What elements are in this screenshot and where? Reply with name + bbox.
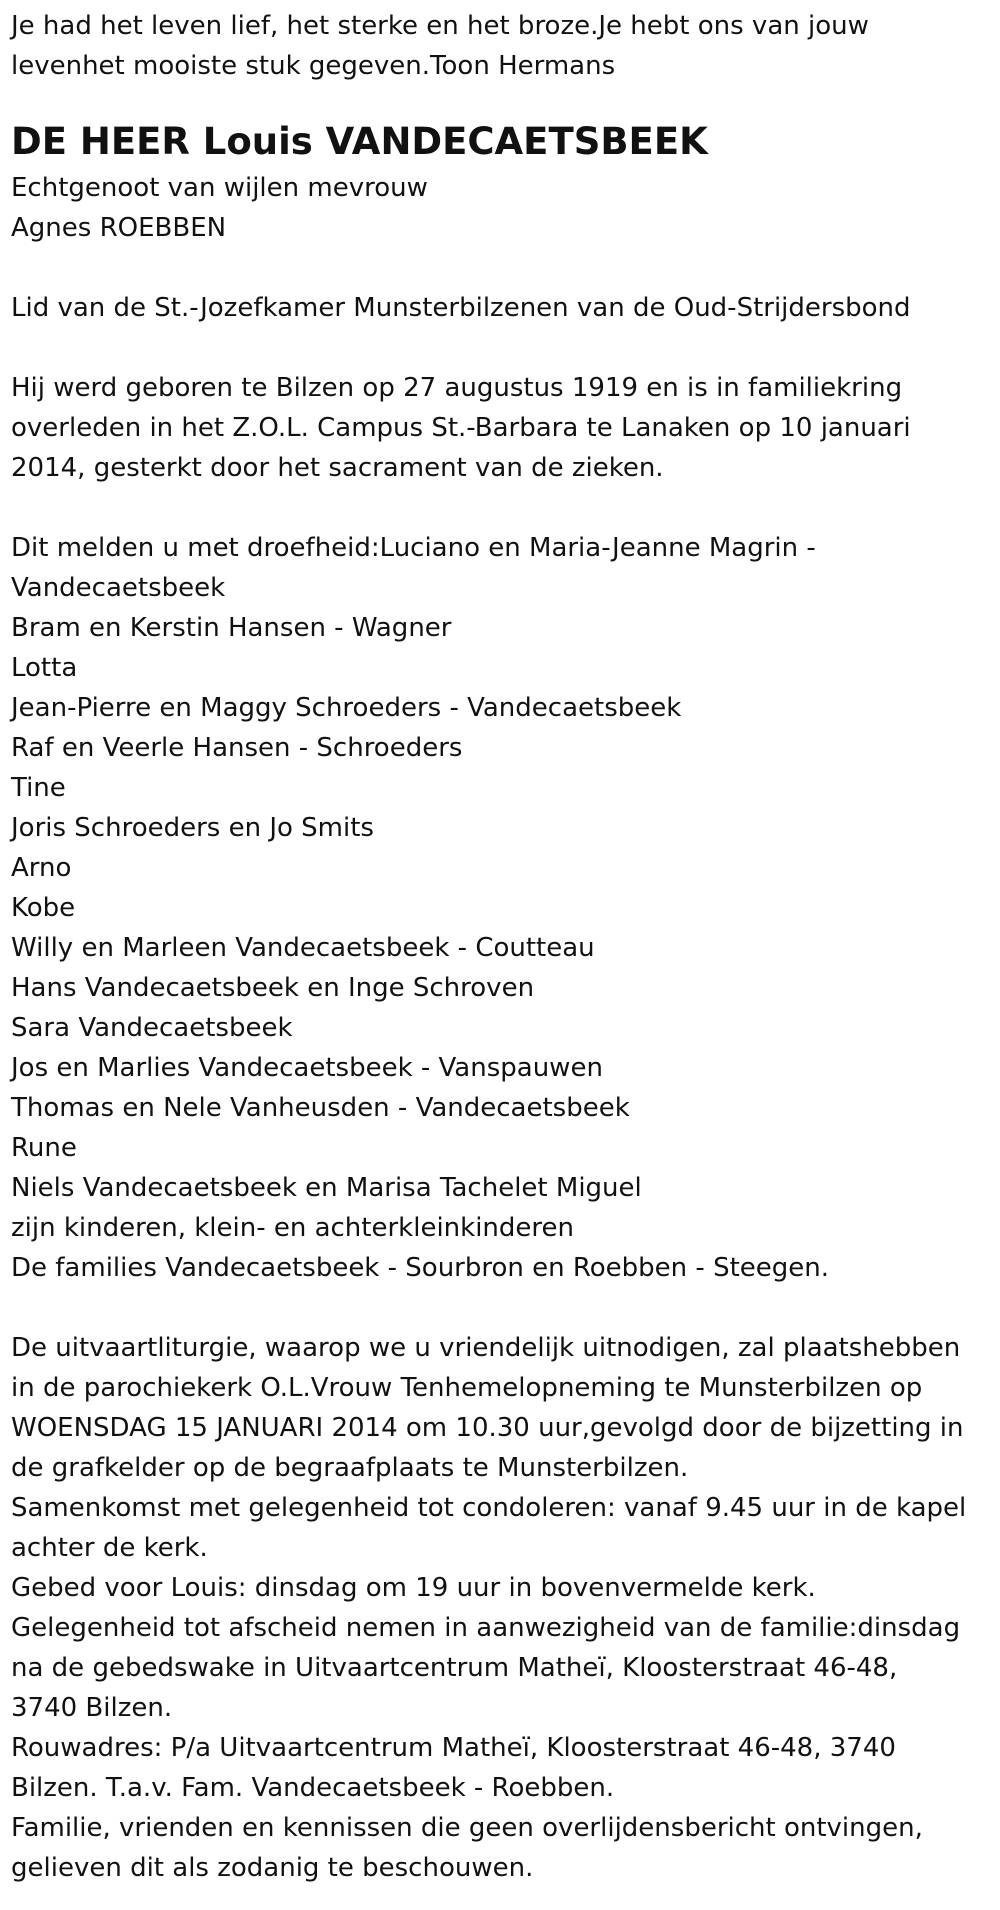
funeral-line: De uitvaartliturgie, waarop we u vriendelijk uitnodigen, zal plaatshebben	[11, 1333, 961, 1363]
funeral-line: Gebed voor Louis: dinsdag om 19 uur in bovenvermelde kerk.	[11, 1573, 816, 1603]
family-line: Arno	[11, 853, 72, 883]
family-line: Sara Vandecaetsbeek	[11, 1013, 293, 1043]
funeral-line: achter de kerk.	[11, 1533, 208, 1563]
spouse-line: Agnes ROEBBEN	[11, 213, 227, 243]
funeral-line: in de parochiekerk O.L.Vrouw Tenhemelopneming te Munsterbilzen op	[11, 1373, 923, 1403]
quote-line: Je had het leven lief, het sterke en het broze.Je hebt ons van jouw	[11, 11, 869, 41]
family-line: Willy en Marleen Vandecaetsbeek - Coutteau	[11, 933, 595, 963]
deceased-name: DE HEER Louis VANDECAETSBEEK	[11, 120, 708, 163]
family-line: Vandecaetsbeek	[11, 573, 226, 603]
funeral-section	[11, 1328, 990, 1888]
birth-death-line: overleden in het Z.O.L. Campus St.-Barbara te Lanaken op 10 januari	[11, 413, 911, 443]
family-line: Raf en Veerle Hansen - Schroeders	[11, 733, 463, 763]
funeral-line: Samenkomst met gelegenheid tot condoleren: vanaf 9.45 uur in de kapel	[11, 1493, 967, 1523]
family-line: Hans Vandecaetsbeek en Inge Schroven	[11, 973, 535, 1003]
funeral-line: WOENSDAG 15 JANUARI 2014 om 10.30 uur,gevolgd door de bijzetting in	[11, 1413, 964, 1443]
funeral-line: 3740 Bilzen.	[11, 1693, 173, 1723]
family-line: Niels Vandecaetsbeek en Marisa Tachelet Miguel	[11, 1173, 642, 1203]
birth-death-line: Hij werd geboren te Bilzen op 27 augustus 1919 en is in familiekring	[11, 373, 903, 403]
spouse-line: Echtgenoot van wijlen mevrouw	[11, 173, 428, 203]
paragraph-gap	[11, 1288, 990, 1328]
funeral-line: gelieven dit als zodanig te beschouwen.	[11, 1853, 534, 1883]
family-line: Lotta	[11, 653, 78, 683]
family-line: Joris Schroeders en Jo Smits	[11, 813, 374, 843]
family-line: Dit melden u met droefheid:Luciano en Maria-Jeanne Magrin -	[11, 533, 816, 563]
funeral-line: Gelegenheid tot afscheid nemen in aanwezigheid van de familie:dinsdag	[11, 1613, 961, 1643]
family-line: Jean-Pierre en Maggy Schroeders - Vandecaetsbeek	[11, 693, 682, 723]
funeral-line: na de gebedswake in Uitvaartcentrum Matheï, Kloosterstraat 46-48,	[11, 1653, 898, 1683]
funeral-line: de grafkelder op de begraafplaats te Munsterbilzen.	[11, 1453, 689, 1483]
quote-line: levenhet mooiste stuk gegeven.Toon Hermans	[11, 51, 616, 81]
birth-death-section	[11, 368, 990, 488]
funeral-line: Rouwadres: P/a Uitvaartcentrum Matheï, Kloosterstraat 46-48, 3740	[11, 1733, 896, 1763]
family-line: Bram en Kerstin Hansen - Wagner	[11, 613, 452, 643]
family-line: Tine	[11, 773, 66, 803]
family-line: Kobe	[11, 893, 76, 923]
paragraph-gap	[11, 248, 990, 288]
family-line: De families Vandecaetsbeek - Sourbron en Roebben - Steegen.	[11, 1253, 829, 1283]
family-line: Jos en Marlies Vandecaetsbeek - Vanspauwen	[11, 1053, 603, 1083]
paragraph-gap	[11, 488, 990, 528]
family-line: Rune	[11, 1133, 77, 1163]
funeral-line: Familie, vrienden en kennissen die geen overlijdensbericht ontvingen,	[11, 1813, 923, 1843]
spouse-section	[11, 168, 990, 248]
paragraph-gap	[11, 328, 990, 368]
membership-section	[11, 288, 990, 328]
opening-quote	[11, 6, 990, 86]
family-line: zijn kinderen, klein- en achterkleinkinderen	[11, 1213, 574, 1243]
funeral-line: Bilzen. T.a.v. Fam. Vandecaetsbeek - Roebben.	[11, 1773, 615, 1803]
birth-death-line: 2014, gesterkt door het sacrament van de zieken.	[11, 453, 664, 483]
family-line: Thomas en Nele Vanheusden - Vandecaetsbeek	[11, 1093, 630, 1123]
membership-line: Lid van de St.-Jozefkamer Munsterbilzenen van de Oud-Strijdersbond	[11, 293, 911, 323]
family-section	[11, 528, 990, 1288]
